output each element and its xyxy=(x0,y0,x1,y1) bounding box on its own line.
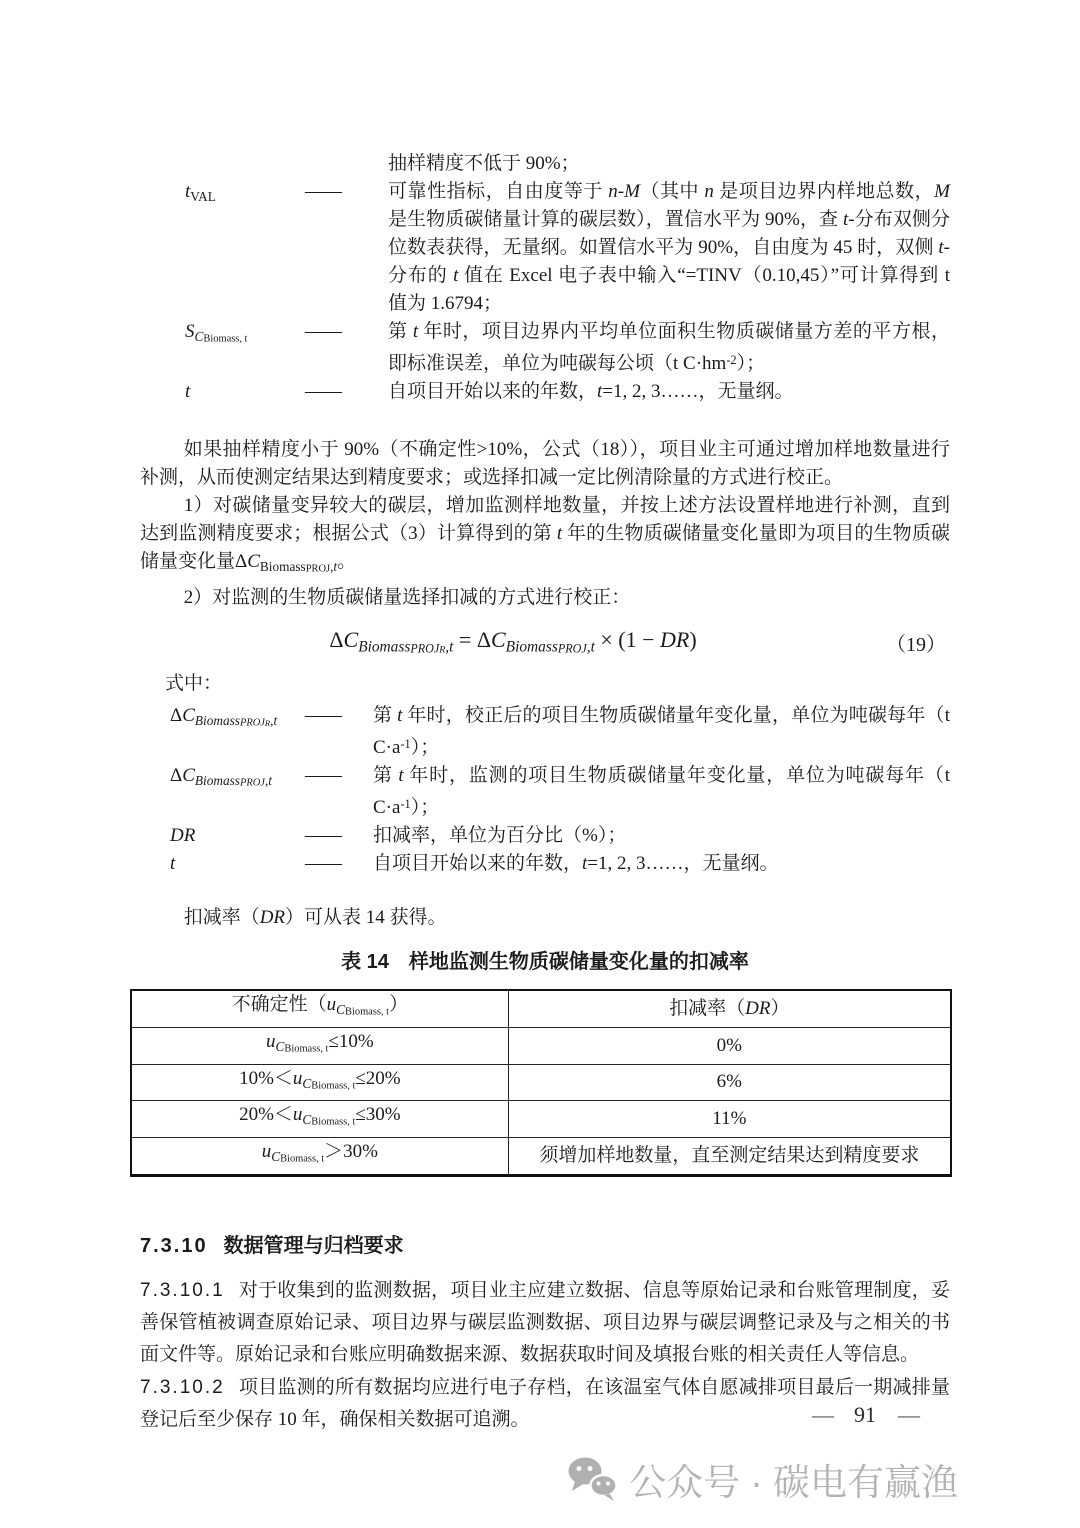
table-cell-condition: $20\%<u_{CBiomass, t}\le 30\%$ xyxy=(131,1101,508,1138)
body-paragraphs xyxy=(140,436,950,612)
equation-number: （19） xyxy=(886,633,946,656)
section-heading xyxy=(140,1233,950,1259)
table-cell-rate: 6% xyxy=(508,1064,951,1101)
watermark-text: 公众号 · 碳电有赢渔 xyxy=(629,1462,958,1503)
clause-number: 7.3.10.1 xyxy=(140,1279,225,1301)
definition-dash: —— xyxy=(305,181,341,202)
definition-list-formula xyxy=(140,702,950,878)
table-header-row xyxy=(131,990,951,1027)
definition-row xyxy=(140,822,950,850)
table-row xyxy=(131,1064,951,1101)
definition-symbol: $\Delta C_{BiomassPROJR,t}$ xyxy=(170,705,278,730)
definition-row xyxy=(140,378,950,406)
definition-symbol: DR xyxy=(170,825,196,847)
definition-desc: 抽样精度不低于 90%； xyxy=(388,153,580,174)
definition-list-top xyxy=(140,150,950,406)
table-reference-note: 扣减率（DR）可从表 14 获得。 xyxy=(183,907,447,929)
paragraph: 如果抽样精度小于 90%（不确定性>10%，公式（18）），项目业主可通过增加样地数量进行补测，从而使测定结果达到精度要求；或选择扣减一定比例清除量的方式进行校正。 xyxy=(140,438,950,488)
where-label: 式中： xyxy=(165,673,223,695)
deduction-rate-table xyxy=(130,989,952,1177)
definition-symbol: t xyxy=(170,853,176,875)
equation-body: $\Delta C_{BiomassPROJR,t} = \Delta C_{BiomassPROJ,t} \times (1 - DR)$ xyxy=(329,626,697,656)
definition-symbol: t xyxy=(185,380,191,402)
definition-row xyxy=(140,762,950,822)
definition-desc: 第 t 年时，监测的项目生物质碳储量年变化量，单位为吨碳每年（t $C\cdot a^{-1}$）； xyxy=(373,765,950,819)
definition-desc: 可靠性指标，自由度等于 n-M（其中 n 是项目边界内样地总数，M 是生物质碳储量计算的碳层数），置信水平为 90%，查 t-分布双侧分位数表获得，无量纲。如置信水平为 90%，自由度为 45 时，双侧 t-分布的 t 值在 Excel 电子表中输入“=TINV（0.10,45）”可计算得到 t 值为 1.6794； xyxy=(388,181,950,314)
definition-row xyxy=(140,150,950,178)
table-row xyxy=(131,1027,951,1064)
section-title: 数据管理与归档要求 xyxy=(223,1234,404,1257)
definition-dash: —— xyxy=(305,853,341,875)
definition-dash: —— xyxy=(305,705,341,727)
definition-dash: —— xyxy=(305,321,341,342)
paragraph: 2）对监测的生物质碳储量选择扣减的方式进行校正： xyxy=(183,586,631,608)
definition-row xyxy=(140,702,950,762)
definition-dash: —— xyxy=(305,765,341,787)
table-header-deduction-rate: 扣减率（DR） xyxy=(508,990,951,1027)
table-cell-condition: $u_{CBiomass, t}\le 10\%$ xyxy=(131,1027,508,1064)
table-cell-condition: $10\%<u_{CBiomass, t}\le 20\%$ xyxy=(131,1064,508,1101)
definition-dash xyxy=(305,150,388,178)
definition-desc: 自项目开始以来的年数，t=1, 2, 3……，无量纲。 xyxy=(373,853,779,875)
definition-symbol xyxy=(185,150,305,178)
watermark xyxy=(567,1452,958,1506)
clause-text: 对于收集到的监测数据，项目业主应建立数据、信息等原始记录和台账管理制度，妥善保管植被调查原始记录、项目边界与碳层监测数据、项目边界与碳层调整记录及与之相关的书面文件等。原始记录和台账应明确数据来源、数据获取时间及填报台账的相关责任人等信息。 xyxy=(140,1279,950,1365)
section-number: 7.3.10 xyxy=(140,1234,208,1257)
definition-desc: 第 t 年时，校正后的项目生物质碳储量年变化量，单位为吨碳每年（t $C\cdot a^{-1}$）； xyxy=(373,705,950,759)
section-paragraph xyxy=(140,1275,950,1371)
definition-row xyxy=(140,178,950,318)
clause-number: 7.3.10.2 xyxy=(140,1376,225,1398)
table-cell-rate: 须增加样地数量，直至测定结果达到精度要求 xyxy=(508,1137,951,1175)
page-content xyxy=(140,0,950,1436)
table-row xyxy=(131,1137,951,1175)
equation-19 xyxy=(140,626,950,665)
definition-desc: 第 t 年时，项目边界内平均单位面积生物质碳储量方差的平方根，即标准误差，单位为吨碳每公顷（t $C\cdot hm^{-2}$）； xyxy=(388,321,950,374)
paragraph: 1）对碳储量变异较大的碳层，增加监测样地数量，并按上述方法设置样地进行补测，直到达到监测精度要求；根据公式（3）计算得到的第 t 年的生物质碳储量变化量即为项目的生物质碳储量变化量$\Delta C_{BiomassPROJ,t}$。 xyxy=(140,494,950,575)
definition-desc: 扣减率，单位为百分比（%）； xyxy=(373,825,627,847)
definition-row xyxy=(140,850,950,878)
definition-dash: —— xyxy=(305,380,341,402)
definition-symbol: $S_{CBiomass, t}$ xyxy=(185,321,248,345)
wechat-icon xyxy=(567,1456,619,1502)
definition-symbol: $t_{VAL}$ xyxy=(185,181,216,204)
definition-dash: —— xyxy=(305,825,341,847)
definition-desc: 自项目开始以来的年数，t=1, 2, 3……，无量纲。 xyxy=(388,380,794,402)
page-number xyxy=(790,1402,940,1428)
table-row xyxy=(131,1101,951,1138)
page-number-value: 91 xyxy=(854,1402,876,1427)
page-number-dash: — xyxy=(812,1402,832,1427)
table-header-uncertainty: 不确定性$(u_{CBiomass, t})$ xyxy=(131,990,508,1027)
table-cell-rate: 0% xyxy=(508,1027,951,1064)
table-cell-condition: $u_{CBiomass, t}>30\%$ xyxy=(131,1137,508,1175)
table-title: 表 14 样地监测生物质碳储量变化量的扣减率 xyxy=(341,951,749,974)
page-number-dash: — xyxy=(898,1402,918,1427)
definition-symbol: $\Delta C_{BiomassPROJ,t}$ xyxy=(170,765,272,789)
table-cell-rate: 11% xyxy=(508,1101,951,1138)
clause-text: 项目监测的所有数据均应进行电子存档，在该温室气体自愿减排项目最后一期减排量登记后至少保存 10 年，确保相关数据可追溯。 xyxy=(140,1376,950,1430)
definition-row xyxy=(140,318,950,378)
